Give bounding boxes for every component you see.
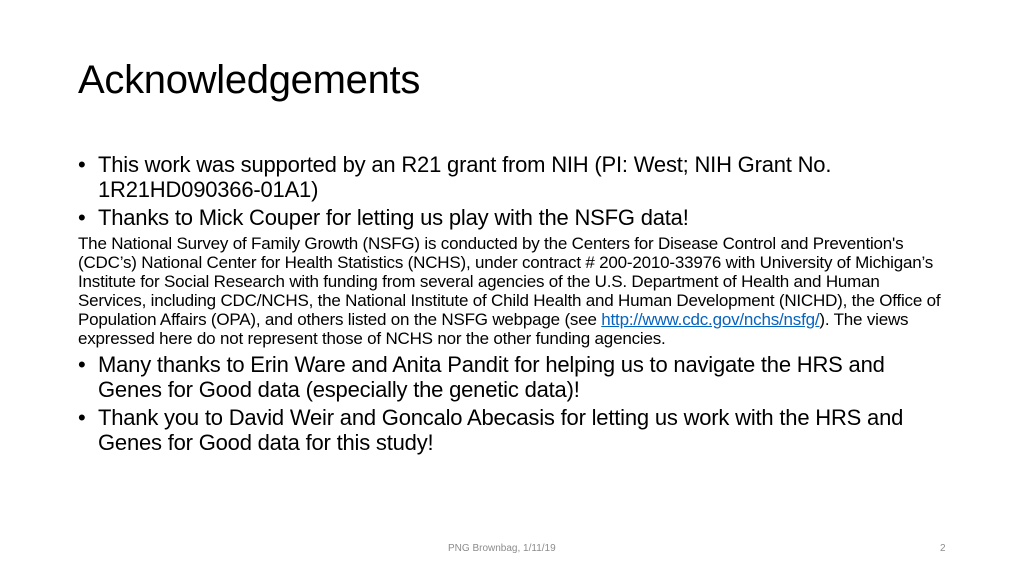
bullet-text: Thank you to David Weir and Goncalo Abecasis for letting us work with the HRS and Genes for Good data for this study! (98, 405, 904, 455)
bullet-item-thanks-ware-pandit (78, 352, 948, 402)
footer-presentation-info: PNG Brownbag, 1/11/19 (448, 543, 556, 554)
nsfg-disclaimer-paragraph (78, 234, 948, 348)
bullet-text: This work was supported by an R21 grant from NIH (PI: West; NIH Grant No. 1R21HD090366-01A1) (98, 152, 832, 202)
paragraph-text-after-link: ). The views expressed here do not represent those of NCHS nor the other funding agencies. (78, 310, 909, 348)
bullet-item-grant (78, 152, 948, 202)
bullet-glyph: • (78, 405, 86, 430)
bullet-text: Many thanks to Erin Ware and Anita Pandit for helping us to navigate the HRS and Genes for Good data (especially the genetic data)! (98, 352, 885, 402)
nsfg-webpage-link[interactable]: http://www.cdc.gov/nchs/nsfg/ (601, 310, 820, 329)
bullet-item-thanks-couper (78, 205, 948, 230)
footer-page-number: 2 (940, 543, 946, 554)
bullet-glyph: • (78, 352, 86, 377)
bullet-item-thanks-weir-abecasis (78, 405, 948, 455)
slide-content (78, 152, 948, 458)
bullet-text: Thanks to Mick Couper for letting us play with the NSFG data! (98, 205, 689, 230)
slide-title: Acknowledgements (78, 58, 421, 102)
bullet-glyph: • (78, 152, 86, 177)
bullet-glyph: • (78, 205, 86, 230)
paragraph-text-before-link: The National Survey of Family Growth (NSFG) is conducted by the Centers for Disease Control and Prevention's (CDC’s) National Center for Health Statistics (NCHS), under contract # 200-2010-33976 with University of Michigan’s Institute for Social Research with funding from several agencies of the U.S. Department of Health and Human Services, including CDC/NCHS, the National Institute of Child Health and Human Development (NICHD), the Office of Population Affairs (OPA), and others listed on the NSFG webpage (see (78, 234, 941, 329)
